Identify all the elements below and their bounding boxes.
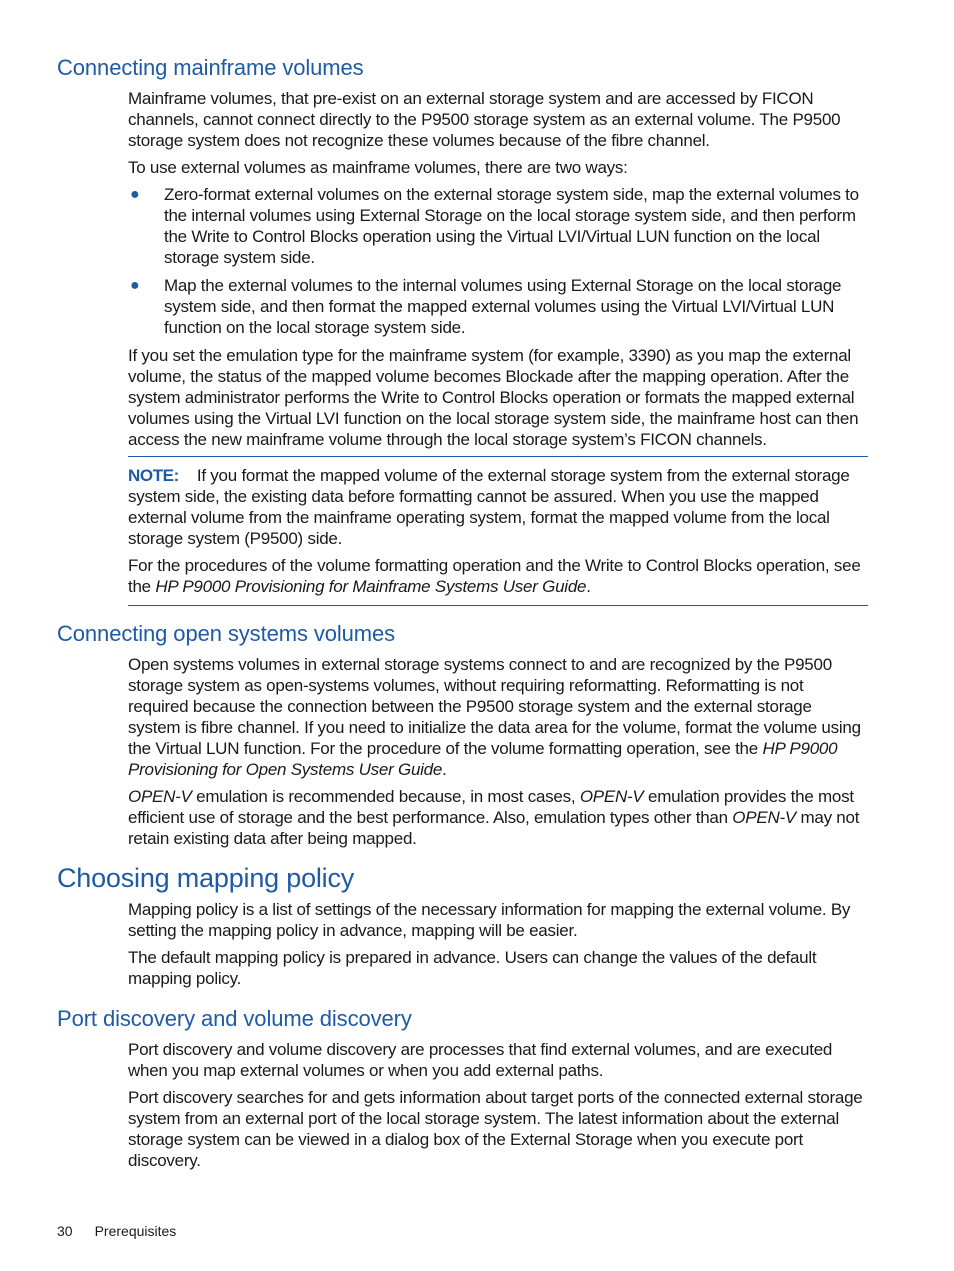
emulation-name: OPEN-V bbox=[732, 808, 796, 827]
mapping-policy-section-body bbox=[128, 899, 868, 995]
note-box bbox=[128, 456, 868, 606]
paragraph-text: emulation provides the most efficient use of storage and the best performance. Also, emulation types other than bbox=[128, 787, 854, 827]
paragraph bbox=[128, 654, 868, 780]
guide-reference: HP P9000 Provisioning for Mainframe Systems User Guide bbox=[155, 577, 587, 596]
paragraph: If you set the emulation type for the mainframe system (for example, 3390) as you map the external volume, the status of the mapped volume becomes Blockade after the mapping operation. After the system administrator performs the Write to Control Blocks operation or formats the mapped external volumes using the Virtual LVI function on the local storage system side, the mainframe host can then access the new mainframe volume through the local storage system’s FICON channels. bbox=[128, 346, 859, 449]
mainframe-section-body bbox=[128, 88, 868, 606]
paragraph bbox=[128, 786, 868, 849]
paragraph: Port discovery searches for and gets information about target ports of the connected external storage system from an external port of the local storage system. The latest information about the external storage system can be viewed in a dialog box of the External Storage when you execute port discovery. bbox=[128, 1088, 863, 1170]
note-ref-suffix: . bbox=[586, 577, 591, 596]
page-footer bbox=[57, 1222, 176, 1240]
heading-connecting-open-systems-volumes: Connecting open systems volumes bbox=[57, 621, 396, 646]
paragraph: Mapping policy is a list of settings of the necessary information for mapping the external volume. By setting the mapping policy in advance, mapping will be easier. bbox=[128, 900, 851, 940]
heading-port-discovery-and-volume-discovery: Port discovery and volume discovery bbox=[57, 1006, 412, 1031]
note-text: If you format the mapped volume of the external storage system from the external storage system side, the existing data before formatting cannot be assured. When you use the mapped external volume from the mainframe operating system, format the mapped volume from the local storage system (P9500) side. bbox=[128, 466, 850, 548]
page-number: 30 bbox=[57, 1223, 73, 1239]
bullet-icon: ● bbox=[130, 186, 140, 203]
bullet-list bbox=[128, 184, 868, 338]
open-systems-section-body bbox=[128, 654, 868, 855]
paragraph: The default mapping policy is prepared in advance. Users can change the values of the default mapping policy. bbox=[128, 948, 817, 988]
paragraph-text: may not retain existing data after being mapped. bbox=[128, 808, 860, 848]
paragraph-text: emulation is recommended because, in most cases, bbox=[191, 787, 580, 806]
list-item-text: Zero-format external volumes on the external storage system side, map the external volumes to the internal volumes using External Storage on the local storage system side, and then perform the Write to Control Blocks operation using the Virtual LVI/Virtual LUN function on the local storage system side. bbox=[164, 185, 859, 267]
paragraph: To use external volumes as mainframe volumes, there are two ways: bbox=[128, 158, 628, 177]
note-ref-prefix: For the procedures of the volume formatting operation and the Write to Control Blocks operation, see the bbox=[128, 556, 861, 596]
heading-choosing-mapping-policy: Choosing mapping policy bbox=[57, 863, 355, 893]
bullet-icon: ● bbox=[130, 277, 140, 294]
guide-reference: HP P9000 Provisioning for Open Systems User Guide bbox=[128, 739, 838, 779]
emulation-name: OPEN-V bbox=[128, 787, 192, 806]
emulation-name: OPEN-V bbox=[579, 787, 644, 806]
list-item-text: Map the external volumes to the internal volumes using External Storage on the local storage system side, and then format the mapped external volumes using the Virtual LVI/Virtual LUN function on the local storage system side. bbox=[164, 276, 842, 337]
paragraph: Mainframe volumes, that pre-exist on an external storage system and are accessed by FICON channels, cannot connect directly to the P9500 storage system as an external volume. The P9500 storage system does not recognize these volumes because of the fibre channel. bbox=[128, 89, 841, 150]
paragraph-suffix: . bbox=[442, 760, 447, 779]
heading-connecting-mainframe-volumes: Connecting mainframe volumes bbox=[57, 55, 364, 80]
note-label: NOTE: bbox=[128, 466, 179, 485]
note-reference-paragraph bbox=[128, 555, 868, 597]
list-item bbox=[128, 275, 868, 338]
note-paragraph bbox=[128, 465, 868, 549]
list-item bbox=[128, 184, 868, 268]
discovery-section-body bbox=[128, 1039, 868, 1177]
paragraph: Port discovery and volume discovery are processes that find external volumes, and are executed when you map external volumes or when you add external paths. bbox=[128, 1040, 833, 1080]
paragraph-text: Open systems volumes in external storage systems connect to and are recognized by the P9500 storage system as open-systems volumes, without requiring reformatting. Reformatting is not required because the connection between the P9500 storage system and the external storage system is fibre channel. If you need to initialize the data area for the volume, format the volume using the Virtual LUN function. For the procedure of the volume formatting operation, see the bbox=[128, 655, 861, 758]
footer-section-name: Prerequisites bbox=[94, 1223, 177, 1239]
